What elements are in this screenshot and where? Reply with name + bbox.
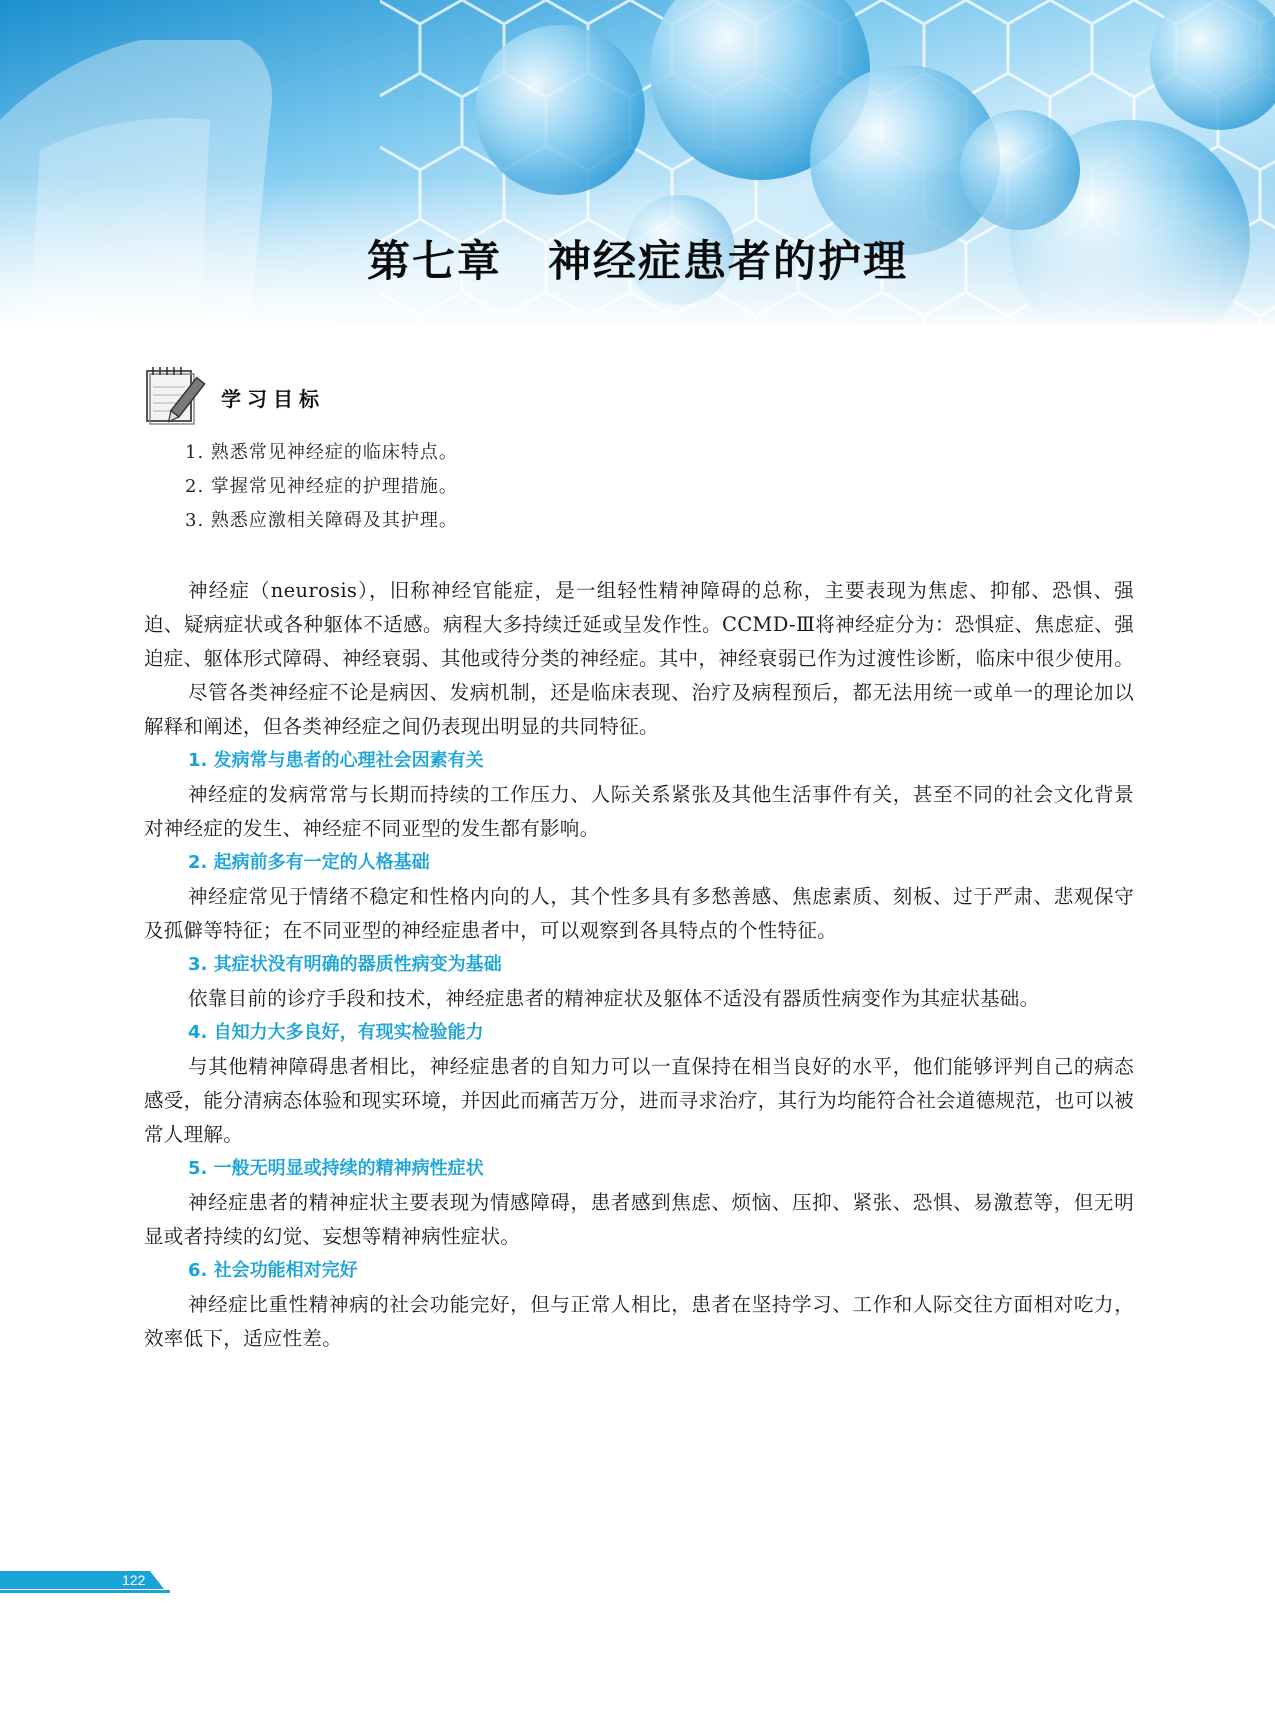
paragraph: 神经症比重性精神病的社会功能完好，但与正常人相比，患者在坚持学习、工作和人际交往方面相对吃力，效率低下，适应性差。 [144,1293,1134,1350]
notepad-pencil-icon [143,365,207,427]
section-heading: 5. 一般无明显或持续的精神病性症状 [188,1158,484,1179]
list-item: 2. 掌握常见神经症的护理措施。 [185,476,458,497]
section-heading: 2. 起病前多有一定的人格基础 [188,852,430,873]
objectives-title: 学习目标 [221,387,325,411]
section-heading: 4. 自知力大多良好，有现实检验能力 [188,1022,484,1043]
list-item: 3. 熟悉应激相关障碍及其护理。 [185,510,458,531]
body-text [144,574,1134,1356]
objectives-list [185,436,458,538]
list-item: 1. 熟悉常见神经症的临床特点。 [185,442,458,463]
paragraph: 神经症（neurosis），旧称神经官能症，是一组轻性精神障碍的总称，主要表现为焦虑、抑郁、恐惧、强迫、疑病症状或各种躯体不适感。病程大多持续迁延或呈发作性。CCMD-Ⅲ将神经症分为：恐惧症、焦虑症、强迫症、躯体形式障碍、神经衰弱、其他或待分类的神经症。其中，神经衰弱已作为过渡性诊断，临床中很少使用。 [144,579,1135,670]
chapter-number: 第七章 [367,237,502,287]
paragraph: 神经症的发病常常与长期而持续的工作压力、人际关系紧张及其他生活事件有关，甚至不同的社会文化背景对神经症的发生、神经症不同亚型的发生都有影响。 [144,783,1134,840]
paragraph: 尽管各类神经症不论是病因、发病机制，还是临床表现、治疗及病程预后，都无法用统一或单一的理论加以解释和阐述，但各类神经症之间仍表现出明显的共同特征。 [144,681,1134,738]
chapter-name: 神经症患者的护理 [548,237,908,287]
page-number: 122 [122,1572,146,1588]
paragraph: 神经症常见于情绪不稳定和性格内向的人，其个性多具有多愁善感、焦虑素质、刻板、过于严肃、悲观保守及孤僻等特征；在不同亚型的神经症患者中，可以观察到各具特点的个性特征。 [144,885,1134,942]
chapter-title [0,228,1275,289]
section-heading: 3. 其症状没有明确的器质性病变为基础 [188,954,502,975]
paragraph: 与其他精神障碍患者相比，神经症患者的自知力可以一直保持在相当良好的水平，他们能够评判自己的病态感受，能分清病态体验和现实环境，并因此而痛苦万分，进而寻求治疗，其行为均能符合社会道德规范，也可以被常人理解。 [144,1055,1135,1146]
section-heading: 6. 社会功能相对完好 [188,1260,358,1281]
section-heading: 1. 发病常与患者的心理社会因素有关 [188,750,484,771]
paragraph: 依靠目前的诊疗手段和技术，神经症患者的精神症状及躯体不适没有器质性病变作为其症状基础。 [188,987,1040,1010]
paragraph: 神经症患者的精神症状主要表现为情感障碍，患者感到焦虑、烦恼、压抑、紧张、恐惧、易激惹等，但无明显或者持续的幻觉、妄想等精神病性症状。 [144,1191,1134,1248]
